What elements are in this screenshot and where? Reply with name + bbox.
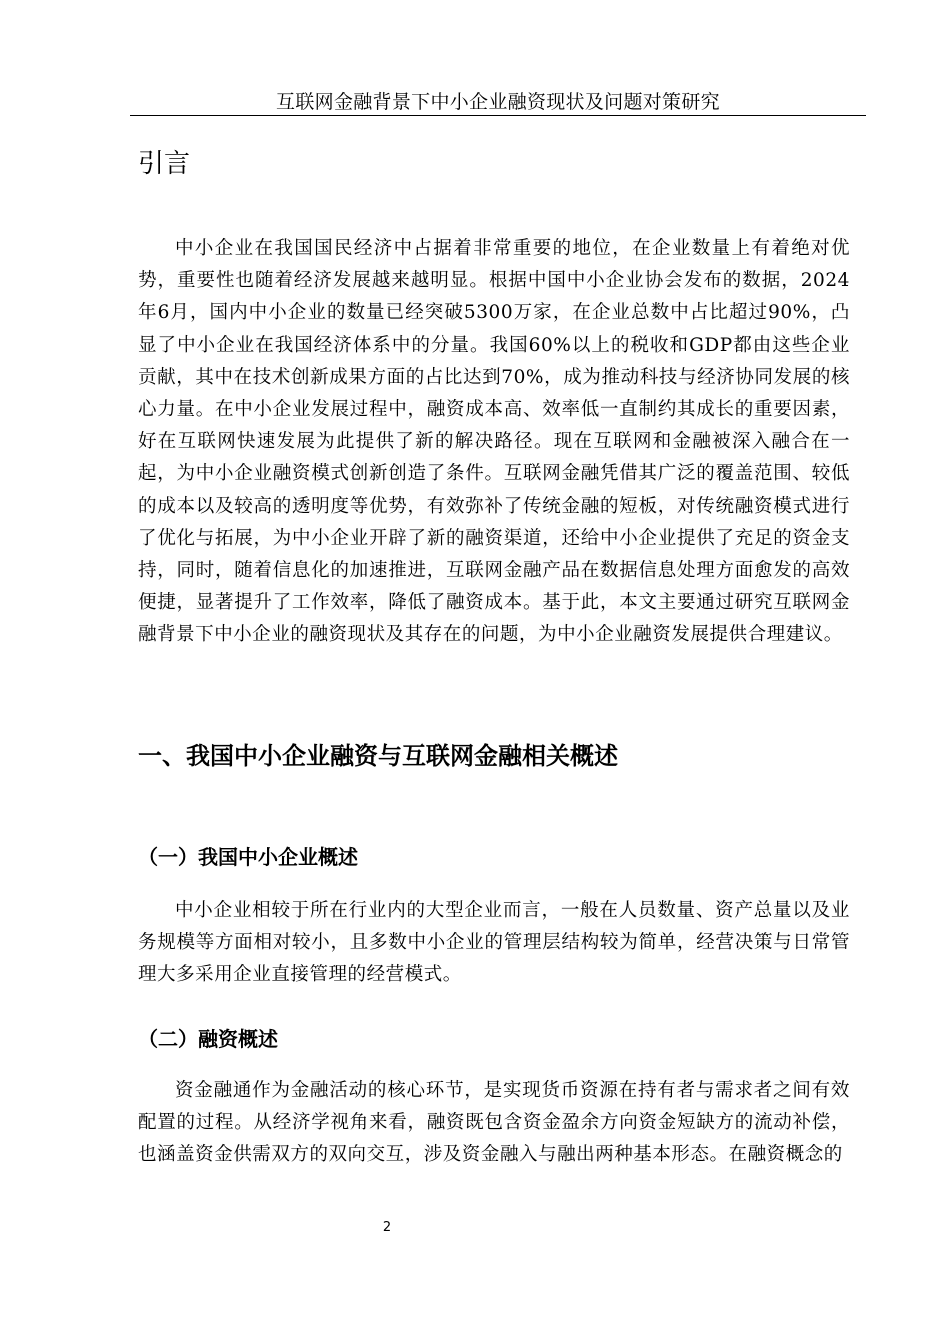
section-1-1-heading: （一）我国中小企业概述 <box>138 845 358 869</box>
intro-paragraph: 中小企业在我国国民经济中占据着非常重要的地位，在企业数量上有着绝对优势，重要性也随着经济发展越来越明显。根据中国中小企业协会发布的数据，2024年6月，国内中小企业的数量已经突破5300万家，在企业总数中占比超过90%，凸显了中小企业在我国经济体系中的分量。我国60%以上的税收和GDP都由这些企业贡献，其中在技术创新成果方面的占比达到70%，成为推动科技与经济协同发展的核心力量。在中小企业发展过程中，融资成本高、效率低一直制约其成长的重要因素，好在互联网快速发展为此提供了新的解决路径。现在互联网和金融被深入融合在一起，为中小企业融资模式创新创造了条件。互联网金融凭借其广泛的覆盖范围、较低的成本以及较高的透明度等优势，有效弥补了传统金融的短板，对传统融资模式进行了优化与拓展，为中小企业开辟了新的融资渠道，还给中小企业提供了充足的资金支持，同时，随着信息化的加速推进，互联网金融产品在数据信息处理方面愈发的高效便捷，显著提升了工作效率，降低了融资成本。基于此，本文主要通过研究互联网金融背景下中小企业的融资现状及其存在的问题，为中小企业融资发展提供合理建议。 <box>138 238 850 646</box>
header-divider <box>130 115 866 116</box>
section-1-2-paragraph: 资金融通作为金融活动的核心环节，是实现货币资源在持有者与需求者之间有效配置的过程。从经济学视角来看，融资既包含资金盈余方向资金短缺方的流动补偿，也涵盖资金供需双方的双向交互，涉及资金融入与融出两种基本形态。在融资概念的 <box>138 1080 850 1166</box>
section-1-1-paragraph: 中小企业相较于所在行业内的大型企业而言，一般在人员数量、资产总量以及业务规模等方面相对较小，且多数中小企业的管理层结构较为简单，经营决策与日常管理大多采用企业直接管理的经营模式。 <box>138 900 850 986</box>
section-1-2-heading: （二）融资概述 <box>138 1027 278 1051</box>
running-header-title: 互联网金融背景下中小企业融资现状及问题对策研究 <box>276 91 720 113</box>
page-number: 2 <box>382 1220 392 1235</box>
intro-heading: 引言 <box>138 149 191 179</box>
chapter-1-heading: 一、我国中小企业融资与互联网金融相关概述 <box>138 742 618 770</box>
